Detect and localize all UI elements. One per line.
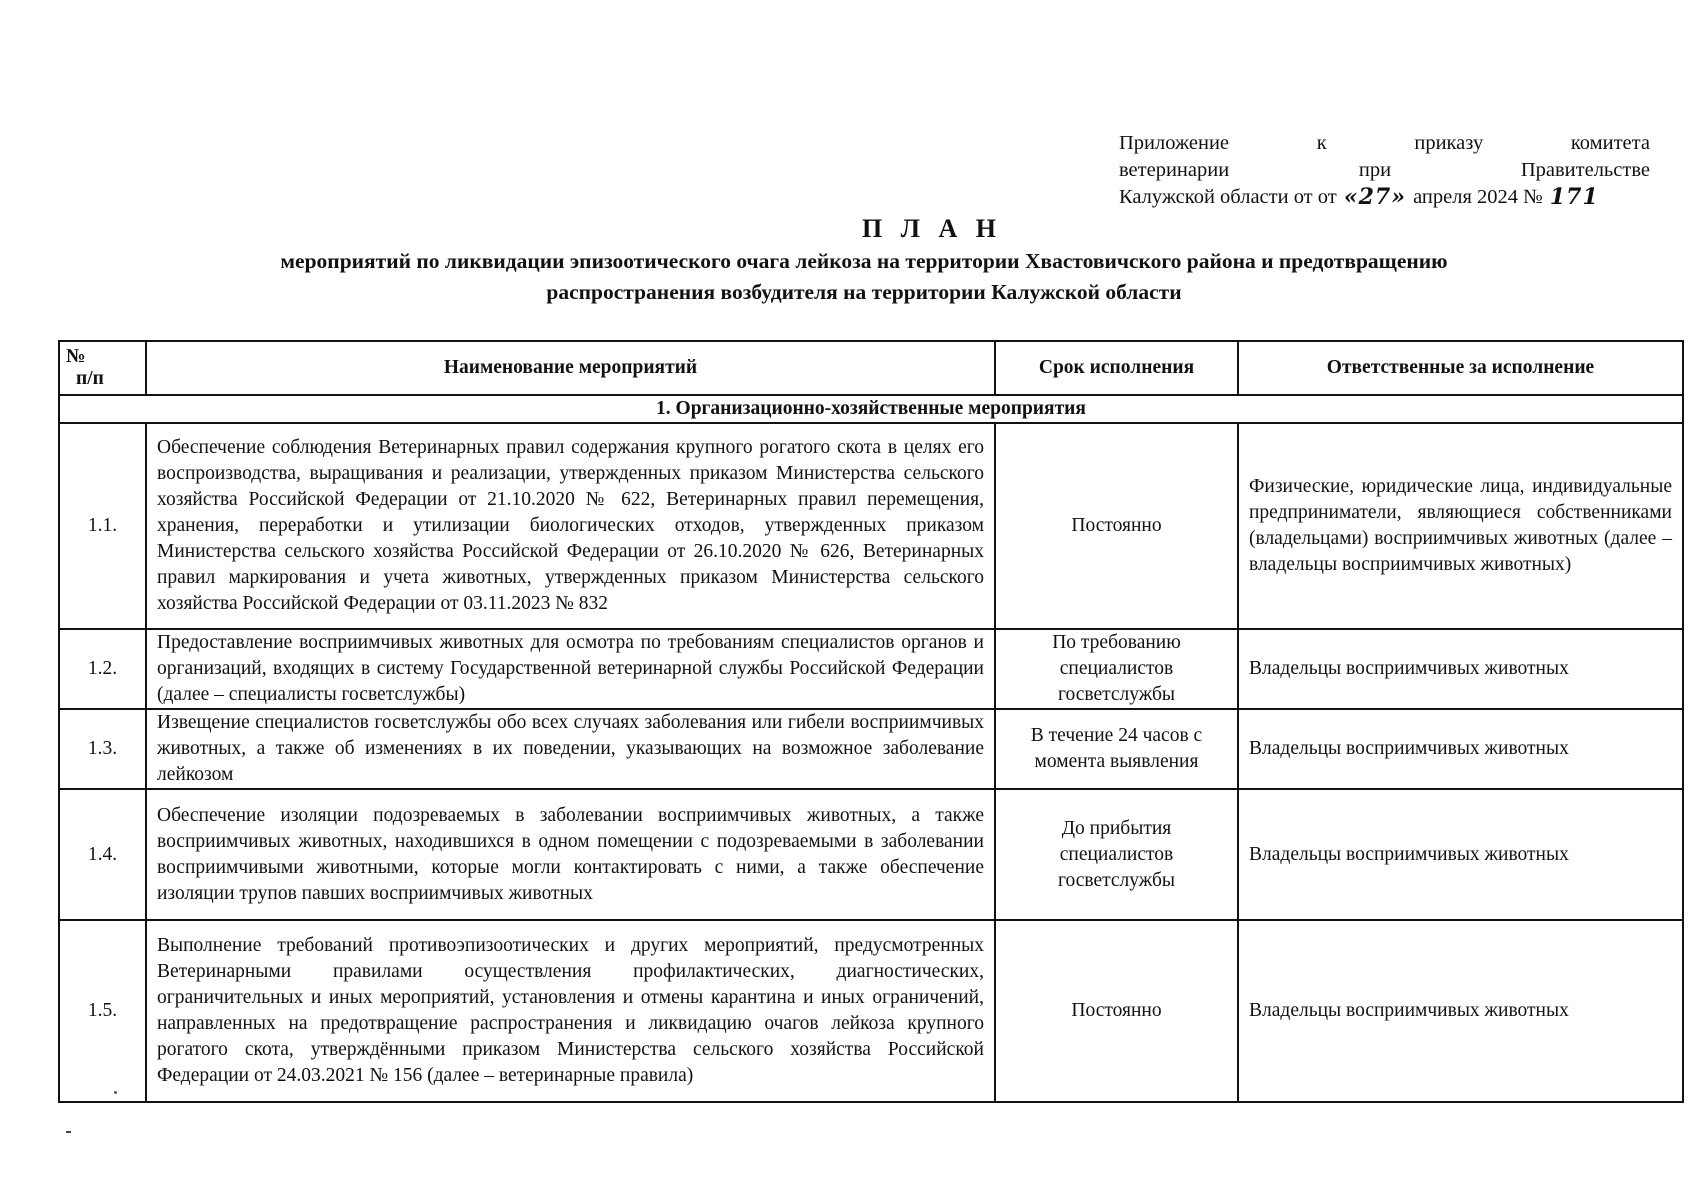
appendix-line-1	[1119, 130, 1650, 157]
header-num	[59, 341, 146, 395]
table-row	[59, 709, 1683, 789]
appendix-prefix: Калужской области от от	[1119, 186, 1337, 208]
table-row	[59, 920, 1683, 1102]
row-term: В течение 24 часов с момента выявления	[995, 709, 1238, 789]
row-term: Постоянно	[995, 920, 1238, 1102]
row-num: 1.1.	[59, 423, 146, 629]
row-num: 1.2.	[59, 629, 146, 709]
appendix-word: комитета	[1570, 132, 1650, 154]
section-row	[59, 395, 1683, 423]
row-name: Извещение специалистов госветслужбы обо всех случаях заболевания или гибели восприимчивых животных, а также об изменениях в их поведении, указывающих на возможное заболевание лейкозом	[146, 709, 995, 789]
appendix-word: приказу	[1414, 132, 1484, 154]
row-num: 1.4.	[59, 789, 146, 920]
scan-speck	[114, 1091, 117, 1094]
page-title: П Л А Н	[861, 214, 1003, 243]
row-name: Обеспечение изоляции подозреваемых в заболевании восприимчивых животных, а также восприимчивых животных, находившихся в одном помещении с подозреваемыми в заболевании восприимчивыми животными, которые могли контактировать с ними, а также обеспечение изоляции трупов павших восприимчивых животных	[146, 789, 995, 920]
table-header-row	[59, 341, 1683, 395]
row-term: Постоянно	[995, 423, 1238, 629]
table-row	[59, 789, 1683, 920]
subtitle-line-1: мероприятий по ликвидации эпизоотического очага лейкоза на территории Хвастовичского района и предотвращению	[280, 249, 1448, 273]
row-resp: Владельцы восприимчивых животных	[1238, 629, 1683, 709]
row-resp: Владельцы восприимчивых животных	[1238, 789, 1683, 920]
row-resp: Физические, юридические лица, индивидуальные предприниматели, являющиеся собственниками (владельцами) восприимчивых животных (далее – владельцы восприимчивых животных)	[1238, 423, 1683, 629]
section-title: 1. Организационно-хозяйственные мероприятия	[59, 395, 1683, 423]
handwritten-number: 171	[1549, 184, 1599, 210]
handwritten-day: «27»	[1343, 184, 1406, 210]
table-row	[59, 423, 1683, 629]
header-resp: Ответственные за исполнение	[1238, 341, 1683, 395]
row-name: Предоставление восприимчивых животных для осмотра по требованиям специалистов органов и организаций, входящих в систему Государственной ветеринарной службы Российской Федерации (далее – специалисты госветслужбы)	[146, 629, 995, 709]
subtitle-line-2: распространения возбудителя на территории Калужской области	[546, 280, 1182, 304]
header-num-top: №	[66, 346, 86, 367]
appendix-line-2	[1119, 157, 1650, 184]
appendix-word: при	[1358, 159, 1392, 181]
header-num-bottom: п/п	[76, 368, 104, 389]
page-subtitle	[140, 246, 1588, 308]
row-num: 1.3.	[59, 709, 146, 789]
plan-table	[58, 340, 1684, 1103]
row-term: По требованию специалистов госветслужбы	[995, 629, 1238, 709]
row-name: Обеспечение соблюдения Ветеринарных правил содержания крупного рогатого скота в целях его воспроизводства, выращивания и реализации, утвержденных приказом Министерства сельского хозяйства Российской Федерации от 21.10.2020 № 622, Ветеринарных правил перемещения, хранения, переработки и утилизации биологических отходов, утвержденных приказом Министерства сельского хозяйства Российской Федерации от 26.10.2020 № 626, Ветеринарных правил маркирования и учета животных, утвержденных приказом Министерства сельского хозяйства Российской Федерации от 03.11.2023 № 832	[146, 423, 995, 629]
table-row	[59, 629, 1683, 709]
appendix-word: ветеринарии	[1119, 159, 1230, 181]
appendix-note	[1119, 130, 1650, 211]
appendix-month-year: апреля 2024 №	[1413, 186, 1543, 208]
appendix-word: Правительстве	[1520, 159, 1650, 181]
appendix-word: Приложение	[1119, 132, 1230, 154]
header-term: Срок исполнения	[995, 341, 1238, 395]
appendix-line-3	[1119, 184, 1650, 211]
scan-dash	[66, 1131, 71, 1133]
header-name: Наименование мероприятий	[146, 341, 995, 395]
row-resp: Владельцы восприимчивых животных	[1238, 920, 1683, 1102]
row-term: До прибытия специалистов госветслужбы	[995, 789, 1238, 920]
row-num: 1.5.	[59, 920, 146, 1102]
appendix-word: к	[1316, 132, 1327, 154]
row-name: Выполнение требований противоэпизоотических и других мероприятий, предусмотренных Ветеринарными правилами осуществления профилактических, диагностических, ограничительных и иных мероприятий, установления и отмены карантина и иных ограничений, направленных на предотвращение распространения и ликвидацию очагов лейкоза крупного рогатого скота, утверждёнными приказом Министерства сельского хозяйства Российской Федерации от 24.03.2021 № 156 (далее – ветеринарные правила)	[146, 920, 995, 1102]
row-resp: Владельцы восприимчивых животных	[1238, 709, 1683, 789]
